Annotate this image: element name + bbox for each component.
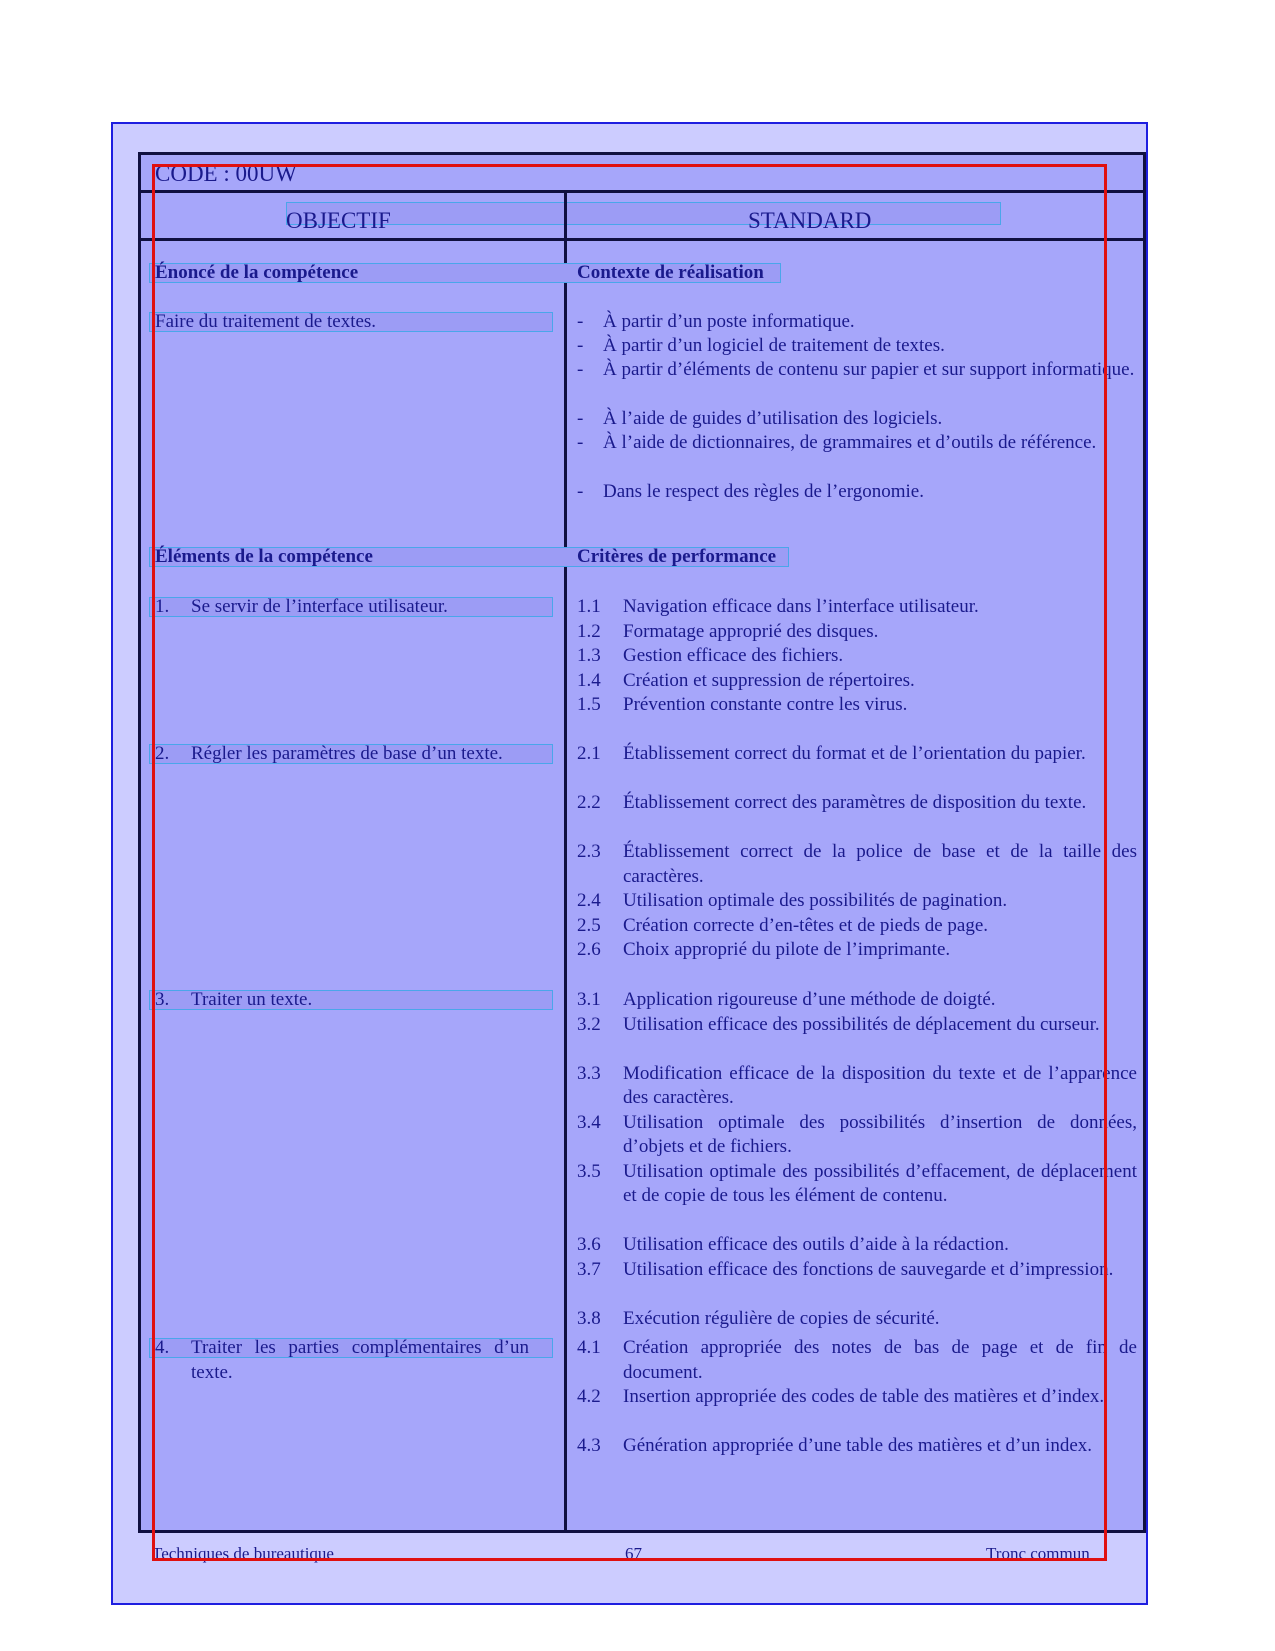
criterion-item — [577, 1013, 1137, 1062]
criterion-item — [577, 644, 1137, 669]
element-text: Régler les paramètres de base d’un texte. — [191, 743, 503, 764]
criterion-number: 2.5 — [577, 914, 601, 936]
criterion-number: 4.2 — [577, 1386, 601, 1407]
criterion-item — [577, 1062, 1137, 1111]
footer-left: Techniques de bureautique — [152, 1544, 334, 1563]
divider-code — [141, 190, 1143, 193]
element-item — [155, 1336, 529, 1385]
criterion-number: 1.4 — [577, 669, 601, 691]
contexte-item-text: À l’aide de dictionnaires, de grammaires et d’outils de référence. — [603, 432, 1097, 453]
criterion-number: 4.3 — [577, 1435, 601, 1456]
criterion-number: 1.5 — [577, 694, 601, 715]
element-number: 1. — [155, 596, 170, 617]
header-objective: OBJECTIF — [286, 208, 391, 233]
enonce-title: Énoncé de la compétence — [155, 262, 359, 283]
element-text: Traiter les parties complémentaires d’un texte. — [191, 1337, 529, 1383]
criterion-number: 2.2 — [577, 792, 601, 813]
criterion-item — [577, 1385, 1137, 1434]
criterion-item — [577, 988, 1137, 1013]
header-highlight — [286, 202, 1001, 225]
criterion-text: Exécution régulière de copies de sécurité. — [623, 1307, 940, 1329]
bullet-dash: - — [577, 311, 584, 332]
criterion-number: 2.6 — [577, 939, 601, 960]
criterion-item — [577, 1307, 1137, 1332]
criterion-number: 3.8 — [577, 1307, 601, 1329]
bullet-dash: - — [577, 408, 584, 429]
criterion-item — [577, 914, 1137, 939]
criterion-text: Création correcte d’en-têtes et de pieds de page. — [623, 914, 989, 936]
criterion-item — [577, 1160, 1137, 1234]
criterion-item — [577, 669, 1137, 694]
criterion-text: Utilisation optimale des possibilités d’insertion de données, d’objets et de fichiers. — [623, 1111, 1137, 1157]
element-number: 4. — [155, 1337, 170, 1358]
criterion-number: 3.6 — [577, 1234, 601, 1255]
criterion-text: Application rigoureuse d’une méthode de doigté. — [623, 989, 996, 1010]
contexte-item — [577, 431, 1137, 480]
criterion-text: Établissement correct des paramètres de disposition du texte. — [623, 792, 1087, 813]
criterion-text: Insertion appropriée des codes de table des matières et d’index. — [623, 1386, 1105, 1407]
criterion-number: 1.3 — [577, 645, 601, 666]
criterion-number: 3.1 — [577, 989, 601, 1010]
column-divider — [564, 193, 567, 1530]
criterion-item — [577, 620, 1137, 645]
element-item — [155, 988, 529, 1013]
criterion-text: Établissement correct de la police de base et de la taille des caractères. — [623, 841, 1137, 887]
element-number: 2. — [155, 743, 170, 764]
criterion-number: 2.1 — [577, 743, 601, 764]
divider-header — [141, 238, 1143, 241]
criterion-text: Utilisation optimale des possibilités de pagination. — [623, 890, 1008, 911]
bullet-dash: - — [577, 335, 584, 356]
criterion-text: Utilisation optimale des possibilités d’effacement, de déplacement et de copie de tous les élément de contenu. — [623, 1160, 1137, 1206]
elements-title: Éléments de la compétence — [155, 546, 373, 567]
criteres-title: Critères de performance — [577, 546, 777, 567]
criterion-number: 3.5 — [577, 1160, 601, 1182]
criterion-text: Choix approprié du pilote de l’imprimante. — [623, 939, 951, 960]
code-label: CODE : 00UW — [155, 161, 297, 186]
criterion-text: Établissement correct du format et de l’orientation du papier. — [623, 743, 1086, 764]
criterion-number: 4.1 — [577, 1337, 601, 1358]
contexte-item — [577, 480, 1137, 505]
criterion-number: 1.1 — [577, 596, 601, 617]
competency-table — [138, 152, 1146, 1533]
criterion-item — [577, 1233, 1137, 1258]
contexte-item — [577, 407, 1137, 432]
criterion-number: 2.3 — [577, 841, 601, 862]
bullet-dash: - — [577, 481, 584, 502]
contexte-title: Contexte de réalisation — [577, 262, 764, 283]
criterion-text: Prévention constante contre les virus. — [623, 694, 908, 715]
element-item — [155, 742, 529, 791]
criterion-number: 1.2 — [577, 620, 601, 642]
criterion-text: Création appropriée des notes de bas de page et de fin de document. — [623, 1337, 1137, 1383]
criterion-item — [577, 693, 1137, 718]
contexte-item-text: Dans le respect des règles de l’ergonomie. — [603, 481, 924, 502]
criterion-number: 3.3 — [577, 1062, 601, 1084]
element-text: Traiter un texte. — [191, 989, 313, 1010]
criterion-item — [577, 889, 1137, 914]
criterion-text: Création et suppression de répertoires. — [623, 669, 915, 691]
contexte-item — [577, 310, 1137, 335]
criterion-text: Génération appropriée d’une table des matières et d’un index. — [623, 1435, 1093, 1456]
criterion-number: 2.4 — [577, 890, 601, 911]
contexte-item — [577, 334, 1137, 359]
criterion-text: Utilisation efficace des fonctions de sauvegarde et d’impression. — [623, 1258, 1114, 1280]
footer-page-number: 67 — [625, 1544, 642, 1563]
criterion-item — [577, 938, 1137, 963]
element-number: 3. — [155, 989, 170, 1010]
criterion-text: Modification efficace de la disposition du texte et de l’apparence des caractères. — [623, 1062, 1137, 1108]
contexte-item-text: À partir d’éléments de contenu sur papier et sur support informatique. — [603, 359, 1135, 380]
element-text: Se servir de l’interface utilisateur. — [191, 596, 448, 617]
criterion-number: 3.2 — [577, 1013, 601, 1035]
bullet-dash: - — [577, 432, 584, 453]
criterion-text: Utilisation efficace des outils d’aide à la rédaction. — [623, 1234, 1009, 1255]
criterion-text: Utilisation efficace des possibilités de déplacement du curseur. — [623, 1013, 1100, 1035]
criterion-item — [577, 1258, 1137, 1307]
criterion-text: Gestion efficace des fichiers. — [623, 645, 844, 666]
criterion-item — [577, 1336, 1137, 1385]
footer-right: Tronc commun — [986, 1544, 1090, 1563]
criterion-item — [577, 742, 1137, 791]
criterion-text: Navigation efficace dans l’interface utilisateur. — [623, 596, 979, 617]
contexte-item-text: À partir d’un poste informatique. — [603, 311, 855, 332]
criterion-number: 3.7 — [577, 1258, 601, 1280]
criterion-item — [577, 1434, 1137, 1483]
contexte-item — [577, 358, 1137, 407]
header-standard: STANDARD — [748, 208, 872, 233]
criterion-item — [577, 595, 1137, 620]
criterion-text: Formatage approprié des disques. — [623, 620, 879, 642]
enonce-text: Faire du traitement de textes. — [155, 311, 377, 332]
criterion-item — [577, 791, 1137, 840]
element-item — [155, 595, 529, 620]
criterion-item — [577, 840, 1137, 889]
contexte-item-text: À partir d’un logiciel de traitement de textes. — [603, 335, 945, 356]
bullet-dash: - — [577, 359, 584, 380]
contexte-item-text: À l’aide de guides d’utilisation des logiciels. — [603, 408, 943, 429]
criterion-number: 3.4 — [577, 1111, 601, 1133]
criterion-item — [577, 1111, 1137, 1160]
